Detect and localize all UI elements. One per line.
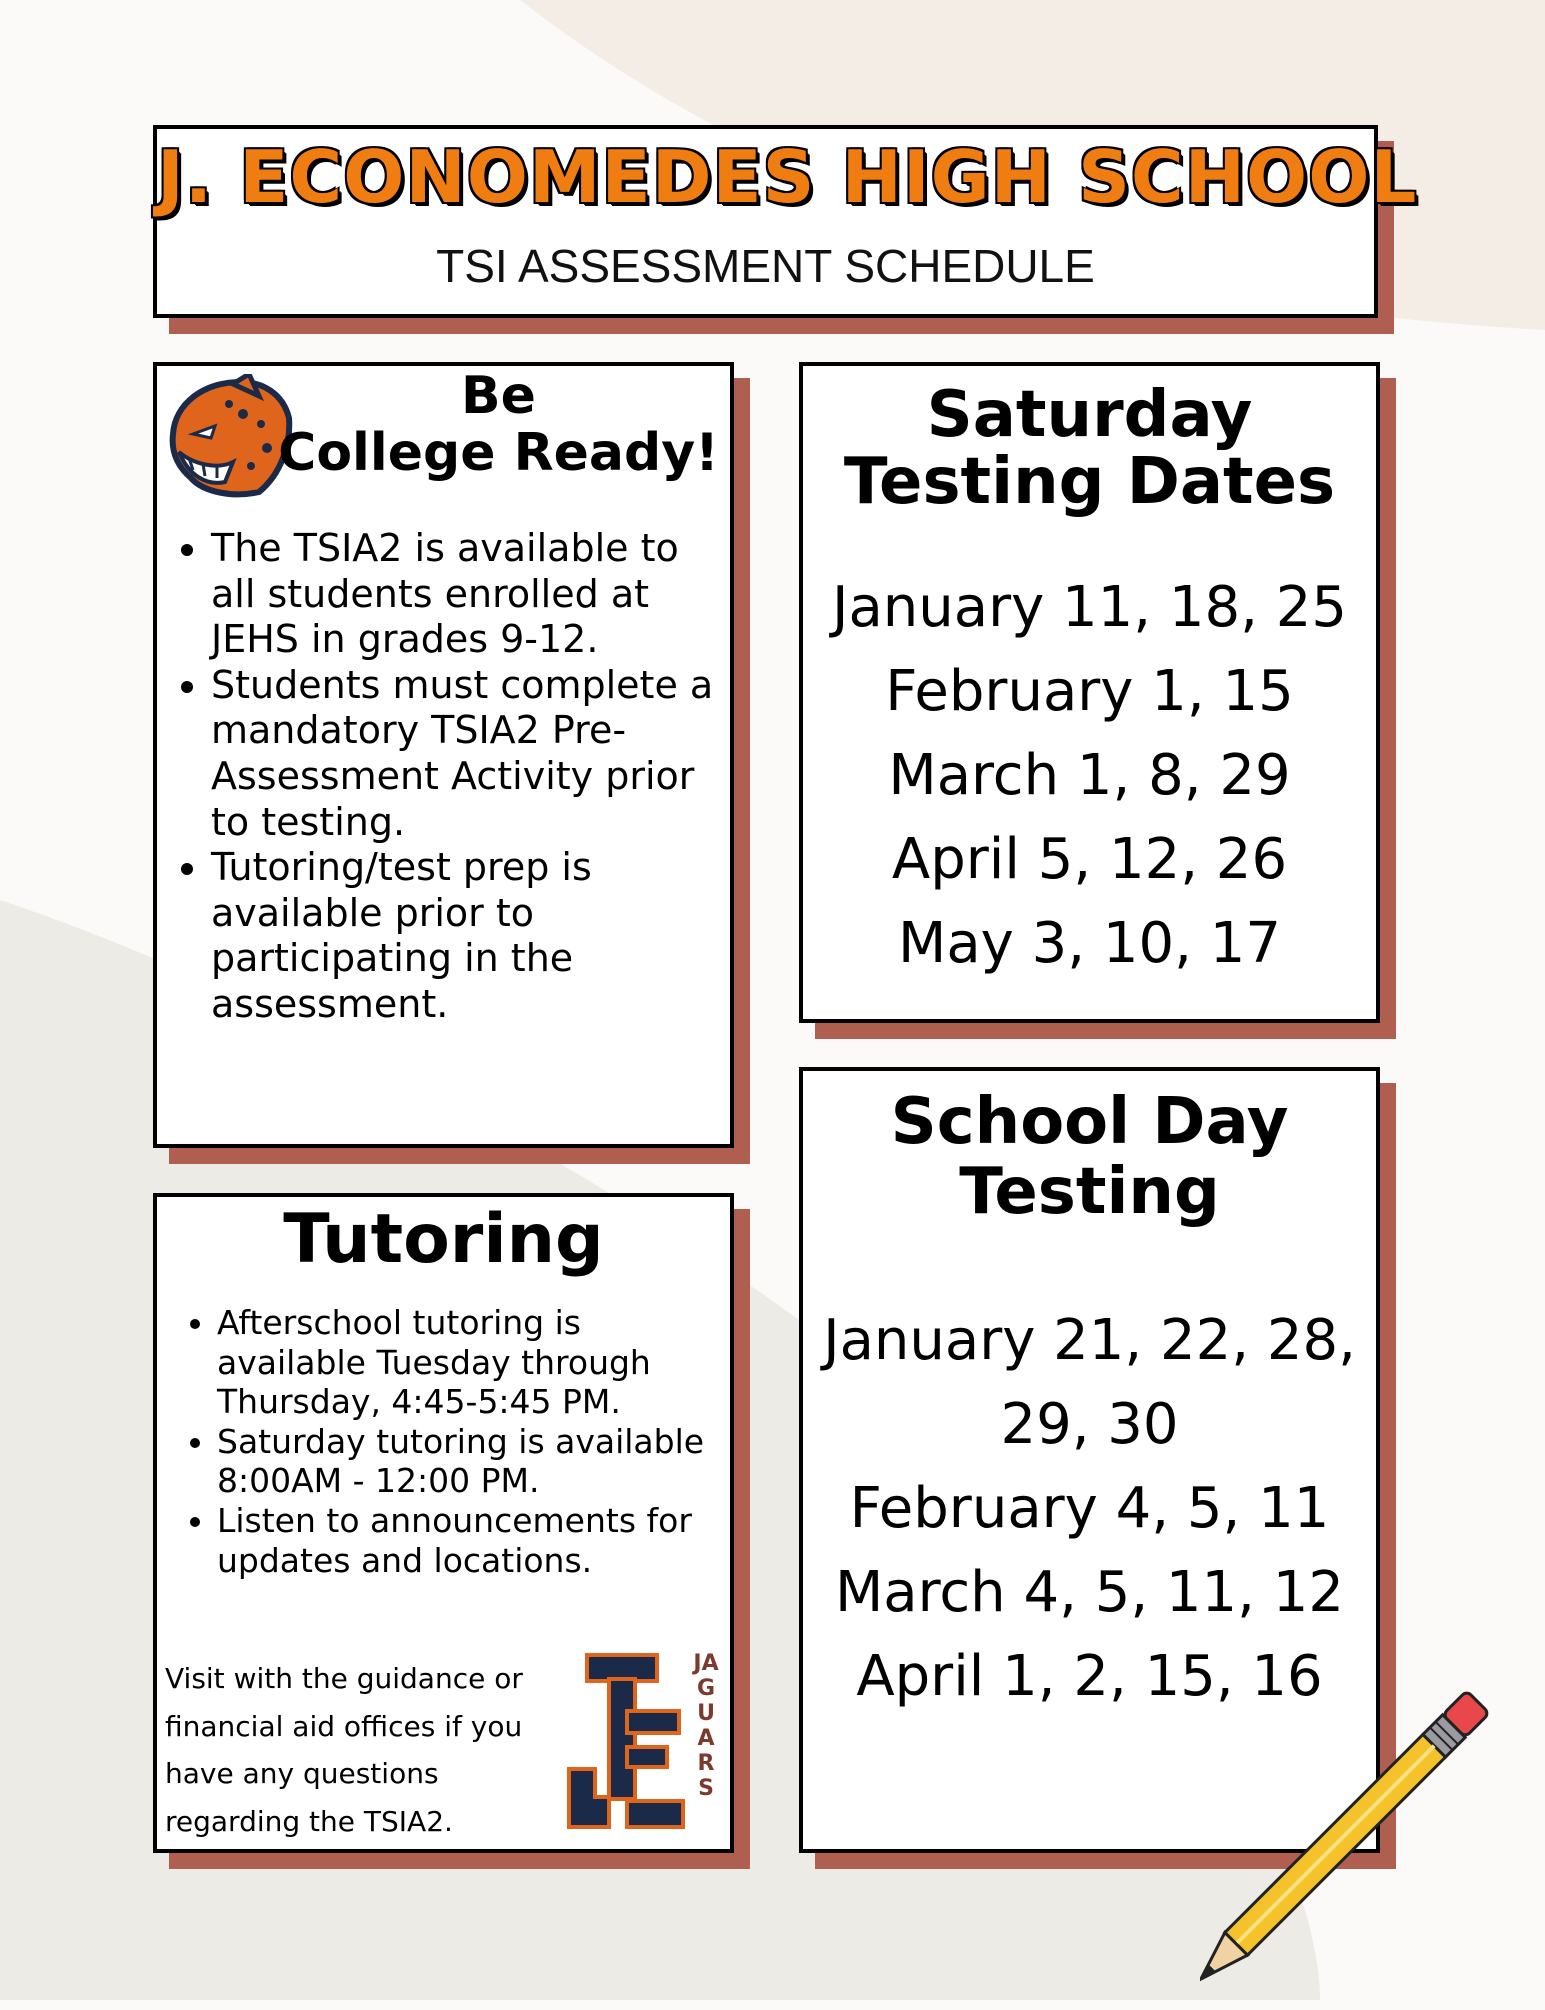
date-line: 29, 30 (1000, 1392, 1179, 1457)
list-item: • The TSIA2 is available to all students enrolled at JEHS in grades 9-12. (211, 526, 724, 663)
date-line: April 5, 12, 26 (891, 827, 1288, 892)
list-item: • Saturday tutoring is available 8:00AM - 12:00 PM. (217, 1422, 724, 1501)
pencil-icon (1200, 1690, 1500, 2010)
saturday-heading-line1: Saturday (926, 378, 1253, 452)
date-line: February 1, 15 (885, 659, 1294, 724)
school-day-heading (803, 1087, 1376, 1228)
je-monogram-icon (565, 1651, 685, 1831)
jaguar-mascot-icon (163, 374, 293, 500)
tutoring-list (165, 1303, 724, 1580)
header-panel (153, 125, 1418, 318)
college-ready-heading (277, 368, 720, 482)
school-name: J. ECONOMEDES HIGH SCHOOL (157, 135, 1418, 219)
date-line: January 21, 22, 28, (823, 1308, 1356, 1373)
list-item: • Students must complete a mandatory TSIA2 Pre-Assessment Activity prior to testing. (211, 663, 724, 845)
list-item: • Tutoring/test prep is available prior to participating in the assessment. (211, 845, 724, 1027)
saturday-panel (799, 362, 1380, 1023)
guidance-note: Visit with the guidance or financial aid offices if you have any questions regarding the TSIA2. (165, 1662, 523, 1838)
saturday-heading (803, 378, 1376, 520)
school-day-dates (803, 1299, 1376, 1719)
college-ready-list (159, 526, 724, 1028)
tutoring-heading: Tutoring (283, 1200, 604, 1279)
college-ready-heading-line1: Be (461, 366, 536, 426)
date-line: March 1, 8, 29 (888, 743, 1291, 808)
school-day-heading-line2: Testing (959, 1155, 1220, 1230)
college-ready-heading-line2: College Ready! (278, 423, 719, 484)
date-line: May 3, 10, 17 (898, 911, 1281, 976)
date-line: April 1, 2, 15, 16 (856, 1644, 1323, 1709)
college-ready-panel (153, 362, 734, 1148)
list-item: • Afterschool tutoring is available Tuesday through Thursday, 4:45-5:45 PM. (217, 1303, 724, 1422)
saturday-heading-line2: Testing Dates (843, 445, 1336, 520)
school-day-heading-line1: School Day (890, 1085, 1289, 1159)
date-line: February 4, 5, 11 (849, 1476, 1330, 1541)
je-logo (565, 1651, 725, 1847)
saturday-dates (803, 566, 1376, 986)
date-line: January 11, 18, 25 (831, 575, 1348, 640)
tutoring-panel (153, 1193, 734, 1853)
date-line: March 4, 5, 11, 12 (834, 1560, 1345, 1625)
schedule-subtitle: TSI ASSESSMENT SCHEDULE (436, 240, 1095, 292)
list-item: • Listen to announcements for updates and locations. (217, 1501, 724, 1580)
jaguars-side-text: JAGUARS (693, 1651, 719, 1801)
